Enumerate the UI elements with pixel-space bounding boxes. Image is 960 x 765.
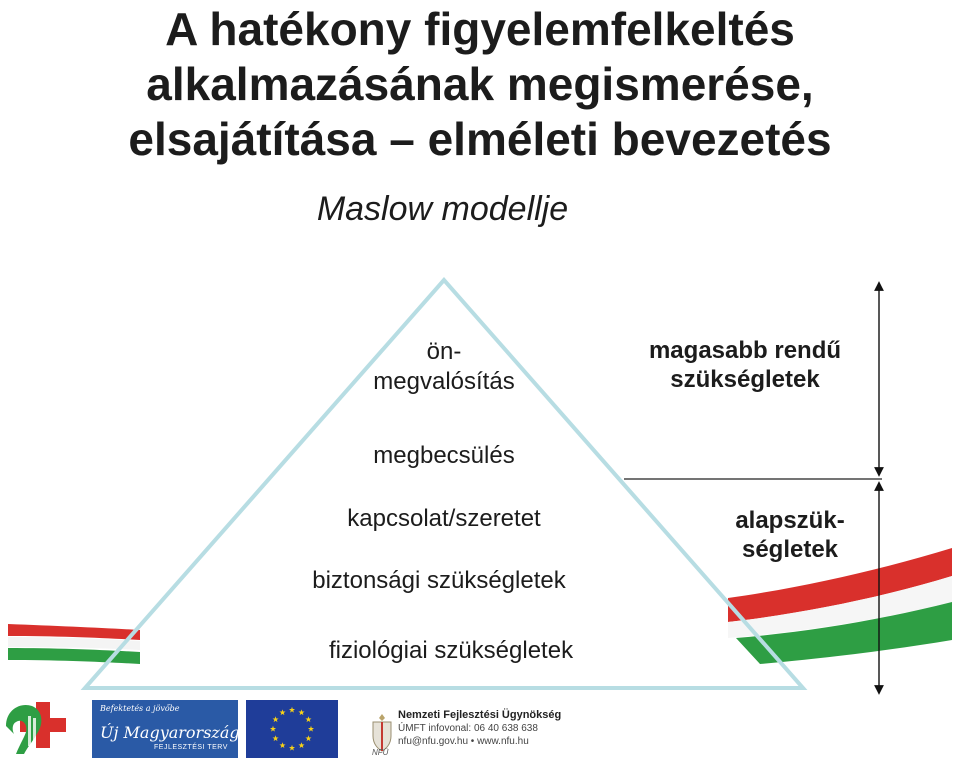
nfu-web: nfu@nfu.gov.hu • www.nfu.hu: [398, 736, 529, 747]
title-line-2: alkalmazásának megismerése,: [146, 58, 814, 110]
umft-subtitle: FEJLESZTÉSI TERV: [154, 744, 228, 751]
title-line-1: A hatékony figyelemfelkeltés: [165, 3, 795, 55]
umft-tagline: Befektetés a jövőbe: [100, 704, 180, 713]
title-line-3: elsajátítása – elméleti bevezetés: [128, 113, 832, 165]
umft-title: Új Magyarország: [100, 723, 240, 742]
uj-magyarorszag-logo: [92, 700, 238, 758]
level-self-actualization-part2: megvalósítás: [373, 368, 515, 395]
higher-needs-label: [615, 336, 875, 394]
nfu-contact-block: [398, 709, 561, 748]
level-self-actualization-part1: ön-: [426, 338, 462, 365]
level-esteem: megbecsülés: [373, 442, 515, 469]
higher-needs-line-1: magasabb rendű: [648, 337, 842, 364]
nfu-infoline: ÚMFT infovonal: 06 40 638 638: [398, 723, 538, 734]
eu-flag-logo: [246, 700, 338, 758]
level-safety: biztonsági szükségletek: [312, 567, 566, 594]
basic-needs-label: [700, 506, 880, 564]
level-love-belonging: kapcsolat/szeretet: [347, 505, 541, 532]
nfu-name: Nemzeti Fejlesztési Ügynökség: [398, 709, 562, 721]
health-cross-logo: [2, 696, 74, 760]
nfu-abbr: NFÜ: [372, 748, 389, 757]
higher-needs-line-2: szükségletek: [670, 366, 820, 393]
basic-needs-line-2: ségletek: [741, 536, 839, 563]
basic-needs-line-1: alapszük-: [735, 507, 845, 534]
slide-subtitle: Maslow modellje: [316, 190, 569, 228]
level-physiological: fiziológiai szükségletek: [328, 637, 574, 664]
